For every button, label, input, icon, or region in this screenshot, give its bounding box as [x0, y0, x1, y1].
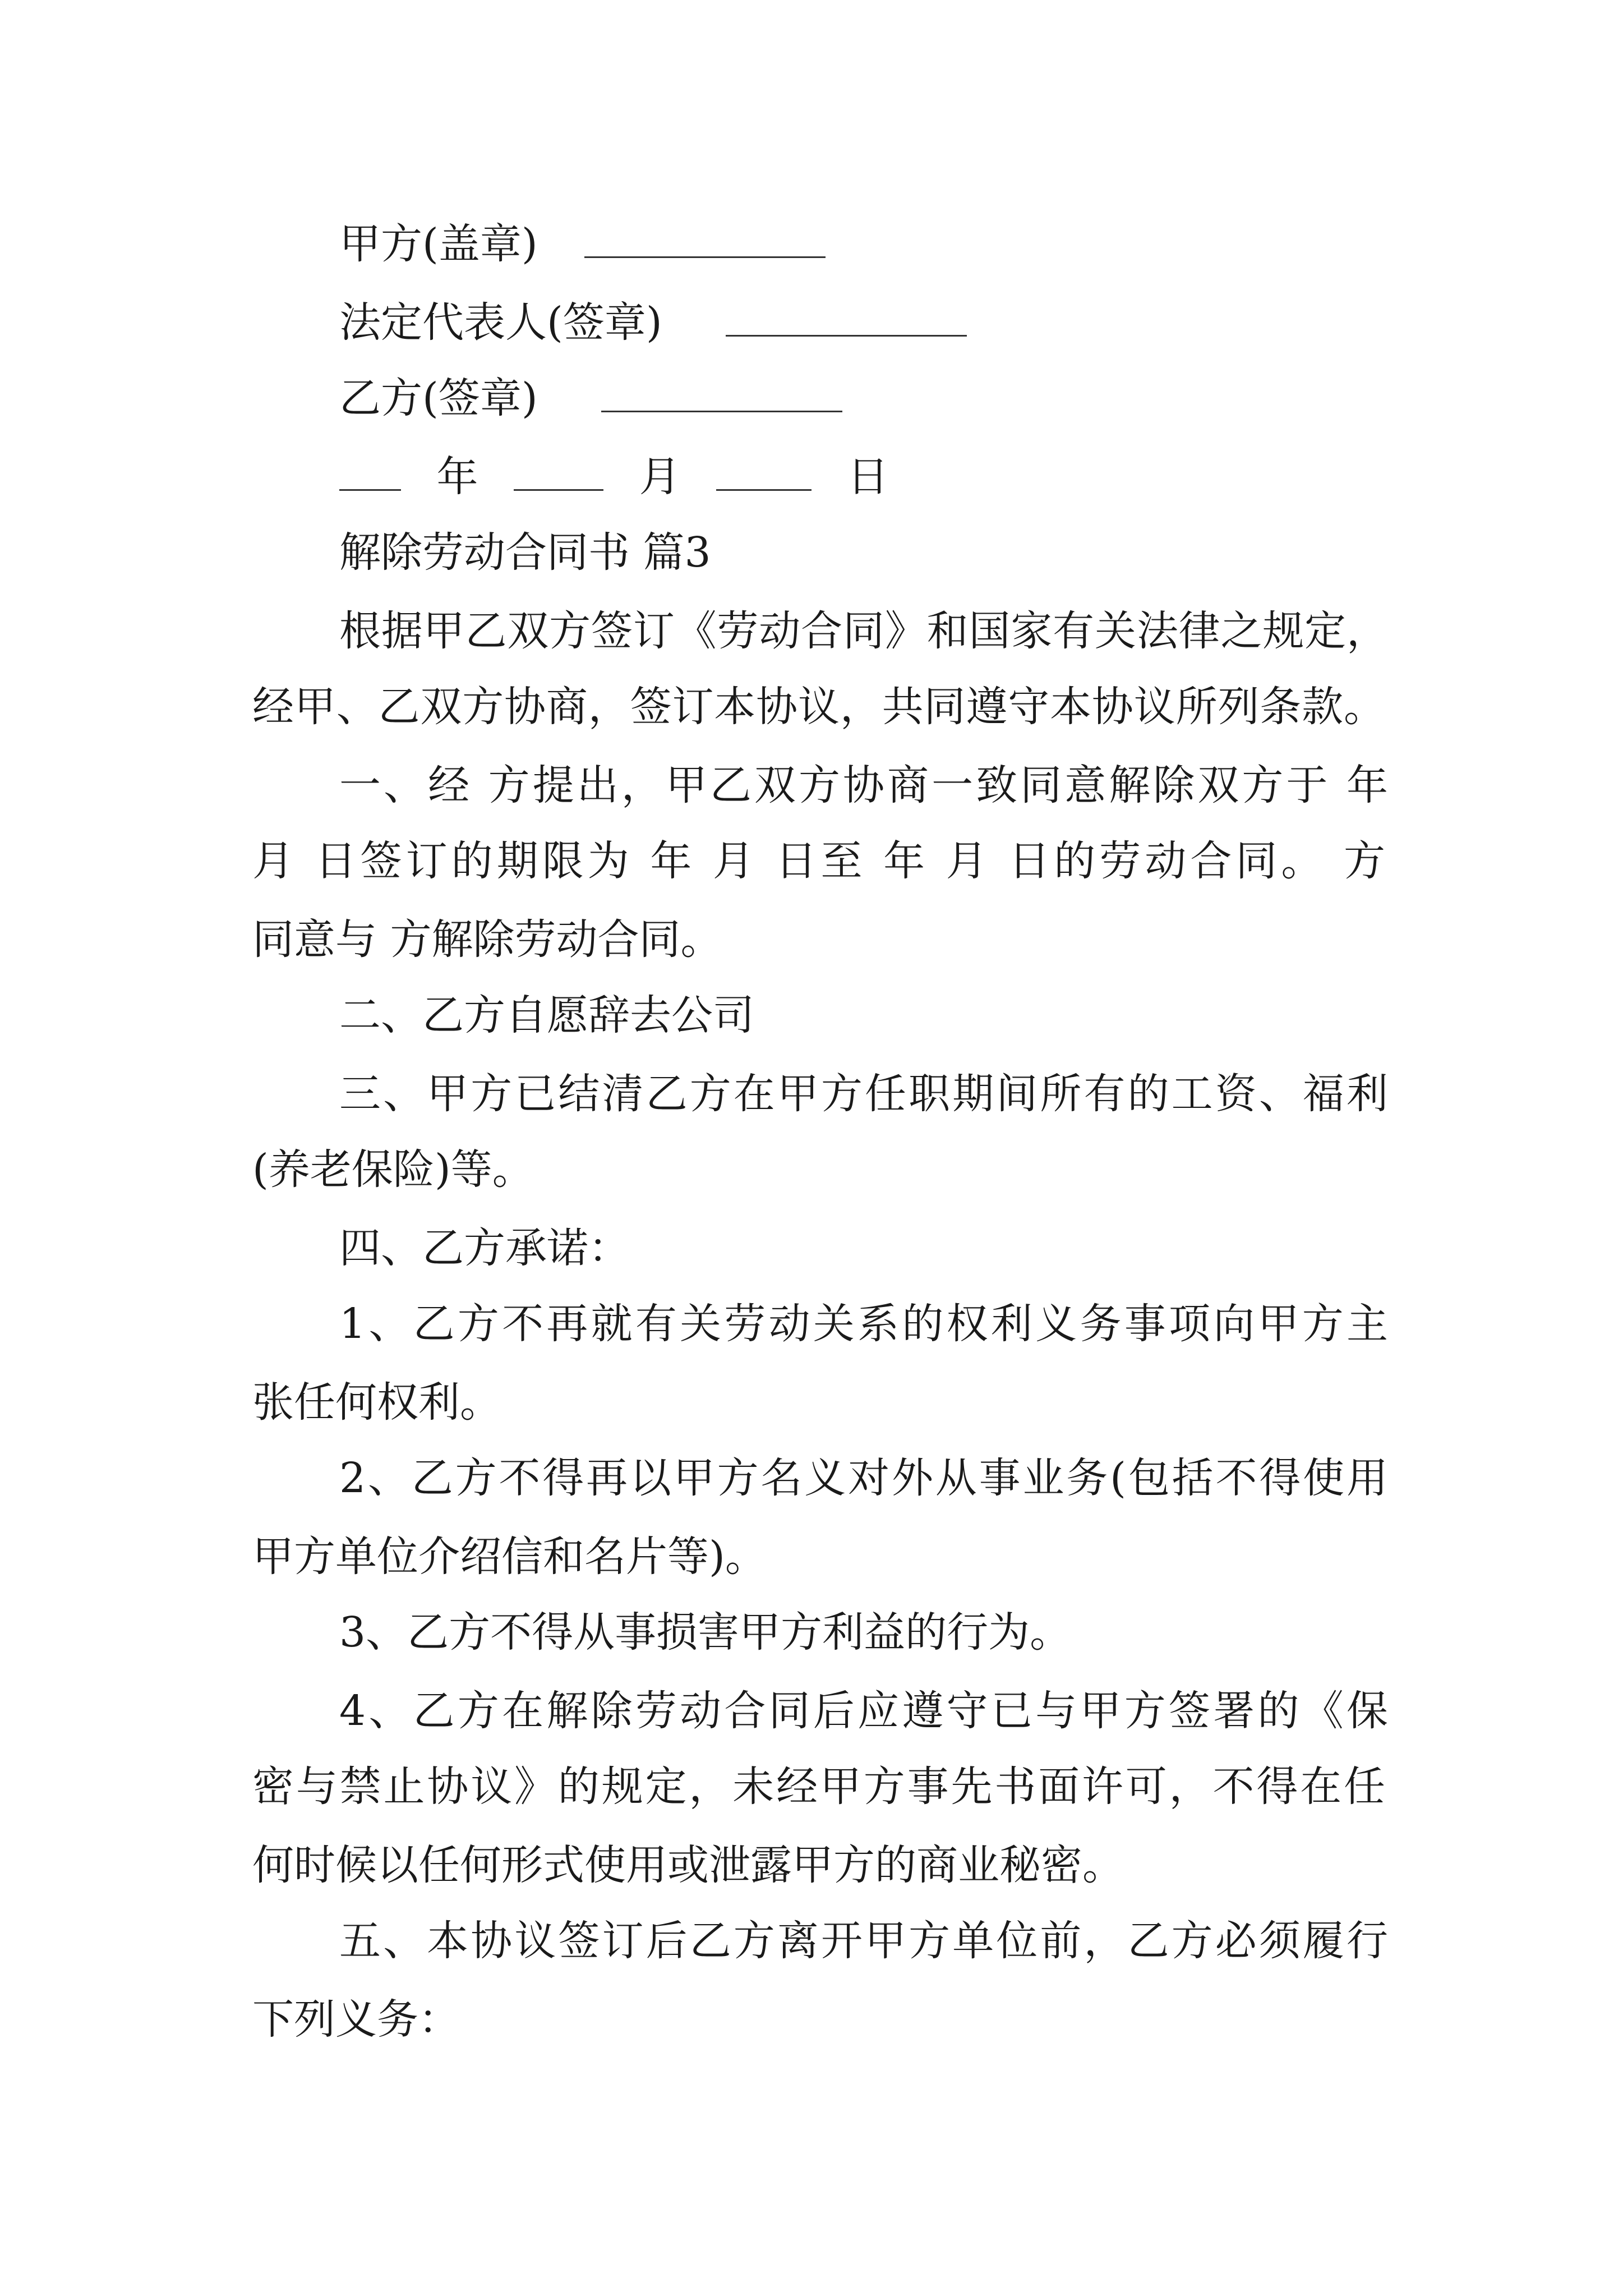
party-a-seal-line	[339, 216, 826, 272]
clause-5-line-1: 五、本协议签订后乙方离开甲方单位前，乙方必须履行	[339, 1917, 1388, 1965]
clause-4-3: 3、乙方不得从事损害甲方利益的行为。	[339, 1608, 1072, 1657]
clause-4-2-line-1: 2、乙方不得再以甲方名义对外从事业务(包括不得使用	[339, 1454, 1388, 1502]
clause-5-line-2: 下列义务：	[252, 1995, 460, 2044]
month-blank	[514, 449, 603, 491]
intro-line-2: 经甲、乙双方协商，签订本协议，共同遵守本协议所列条款。	[252, 683, 1385, 731]
clause-4-1-line-2: 张任何权利。	[252, 1378, 501, 1427]
clause-4-4-line-2: 密与禁止协议》的规定，未经甲方事先书面许可，不得在任	[252, 1763, 1385, 1811]
party-b-sign-label: 乙方(签章)	[339, 374, 538, 422]
clause-1-line-1: 一、经 方提出，甲乙双方协商一致同意解除双方于 年	[339, 761, 1388, 809]
clause-2: 二、乙方自愿辞去公司	[339, 991, 754, 1039]
section-title: 解除劳动合同书 篇3	[339, 528, 711, 577]
clause-4-2-line-2: 甲方单位介绍信和名片等)。	[252, 1533, 767, 1581]
intro-line-1: 根据甲乙双方签订《劳动合同》和国家有关法律之规定，	[339, 607, 1388, 655]
clause-1-line-2: 月 日签订的期限为 年 月 日至 年 月 日的劳动合同。 方	[252, 837, 1385, 885]
party-b-sign-blank	[601, 370, 842, 412]
legal-rep-sign-label: 法定代表人(签章)	[339, 298, 662, 347]
clause-4-4-line-1: 4、乙方在解除劳动合同后应遵守已与甲方签署的《保	[339, 1687, 1388, 1735]
party-b-sign-line	[339, 370, 842, 426]
party-a-seal-blank	[584, 216, 826, 258]
clause-3-line-1: 三、甲方已结清乙方在甲方任职期间所有的工资、福利	[339, 1070, 1388, 1118]
clause-4-1-line-1: 1、乙方不再就有关劳动关系的权利义务事项向甲方主	[339, 1300, 1388, 1348]
legal-rep-sign-line	[339, 295, 967, 351]
clause-1-line-3: 同意与 方解除劳动合同。	[252, 915, 722, 964]
clause-4-4-line-3: 何时候以任何形式使用或泄露甲方的商业秘密。	[252, 1841, 1124, 1889]
clause-4-heading: 四、乙方承诺：	[339, 1224, 630, 1272]
day-label: 日	[847, 453, 889, 501]
legal-rep-sign-blank	[726, 295, 967, 337]
month-label: 月	[639, 453, 681, 501]
day-blank	[716, 449, 811, 491]
date-line	[339, 449, 889, 505]
clause-3-line-2: (养老保险)等。	[252, 1145, 534, 1194]
year-blank	[339, 449, 401, 491]
party-a-seal-label: 甲方(盖章)	[339, 220, 538, 268]
year-label: 年	[436, 453, 478, 501]
